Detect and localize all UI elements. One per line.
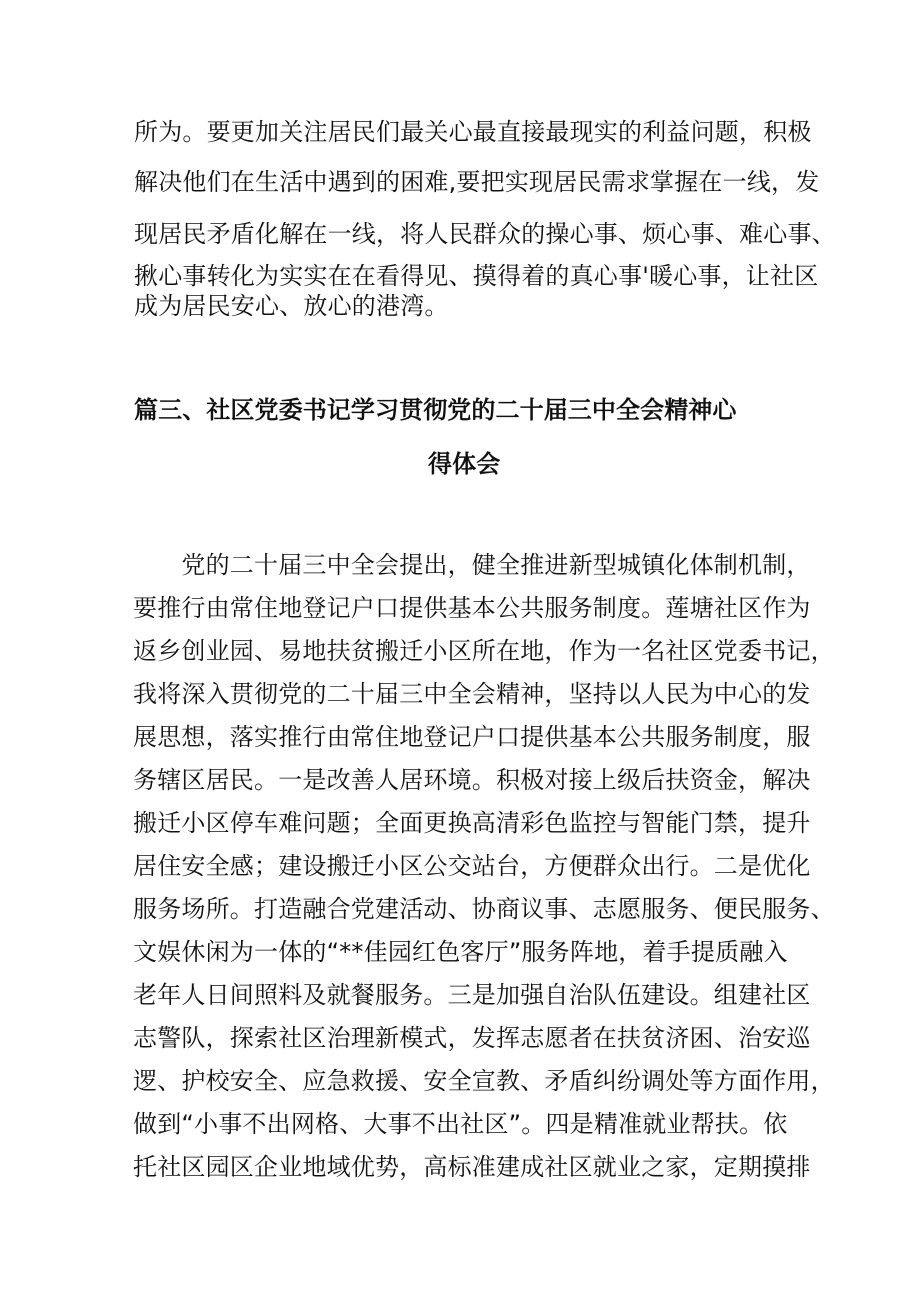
paragraph-line: 解决他们在生活中遇到的困难,要把实现居民需求掌握在一线，发 [134,168,820,196]
paragraph-line: 服务场所。打造融合党建活动、协商议事、志愿服务、便民服务、 [133,895,835,923]
paragraph-line: 老年人日间照料及就餐服务。三是加强自治队伍建设。组建社区 [133,981,811,1009]
paragraph-line: 托社区园区企业地域优势，高标准建成社区就业之家，定期摸排 [133,1153,811,1181]
paragraph-line: 文娱休闲为一体的“**佳园红色客厅”服务阵地，着手提质融入 [133,938,788,966]
paragraph-line: 展思想，落实推行由常住地登记户口提供基本公共服务制度，服 [133,723,811,751]
section-heading-continued: 得体会 [428,450,501,478]
paragraph-line: 返乡创业园、易地扶贫搬迁小区所在地，作为一名社区党委书记， [133,637,835,665]
paragraph-line: 要推行由常住地登记户口提供基本公共服务制度。莲塘社区作为 [133,594,811,622]
paragraph-line: 我将深入贯彻党的二十届三中全会精神，坚持以人民为中心的发 [133,680,811,708]
paragraph-line: 务辖区居民。一是改善人居环境。积极对接上级后扶资金，解决 [133,766,811,794]
paragraph-line: 党的二十届三中全会提出，健全推进新型城镇化体制机制， [133,551,811,579]
paragraph-line: 现居民矛盾化解在一线，将人民群众的操心事、烦心事、难心事、 [134,220,836,248]
paragraph-line: 居住安全感；建设搬迁小区公交站台，方便群众出行。二是优化 [133,852,811,880]
paragraph-line: 揪心事转化为实实在在看得见、摸得着的真心事'暖心事，让社区 [134,262,819,290]
paragraph-line: 搬迁小区停车难问题；全面更换高清彩色监控与智能门禁，提升 [133,809,811,837]
paragraph-line: 成为居民安心、放心的港湾。 [134,292,449,320]
paragraph-line: 志警队，探索社区治理新模式，发挥志愿者在扶贫济困、治安巡 [133,1024,811,1052]
paragraph-line: 做到“小事不出网格、大事不出社区”。四是精准就业帮扶。依 [133,1110,788,1138]
paragraph-line: 逻、护校安全、应急救援、安全宣教、矛盾纠纷调处等方面作用， [133,1067,835,1095]
section-heading: 篇三、社区党委书记学习贯彻党的二十届三中全会精神心 [134,396,737,424]
paragraph-line: 所为。要更加关注居民们最关心最直接最现实的利益问题，积极 [134,118,812,146]
